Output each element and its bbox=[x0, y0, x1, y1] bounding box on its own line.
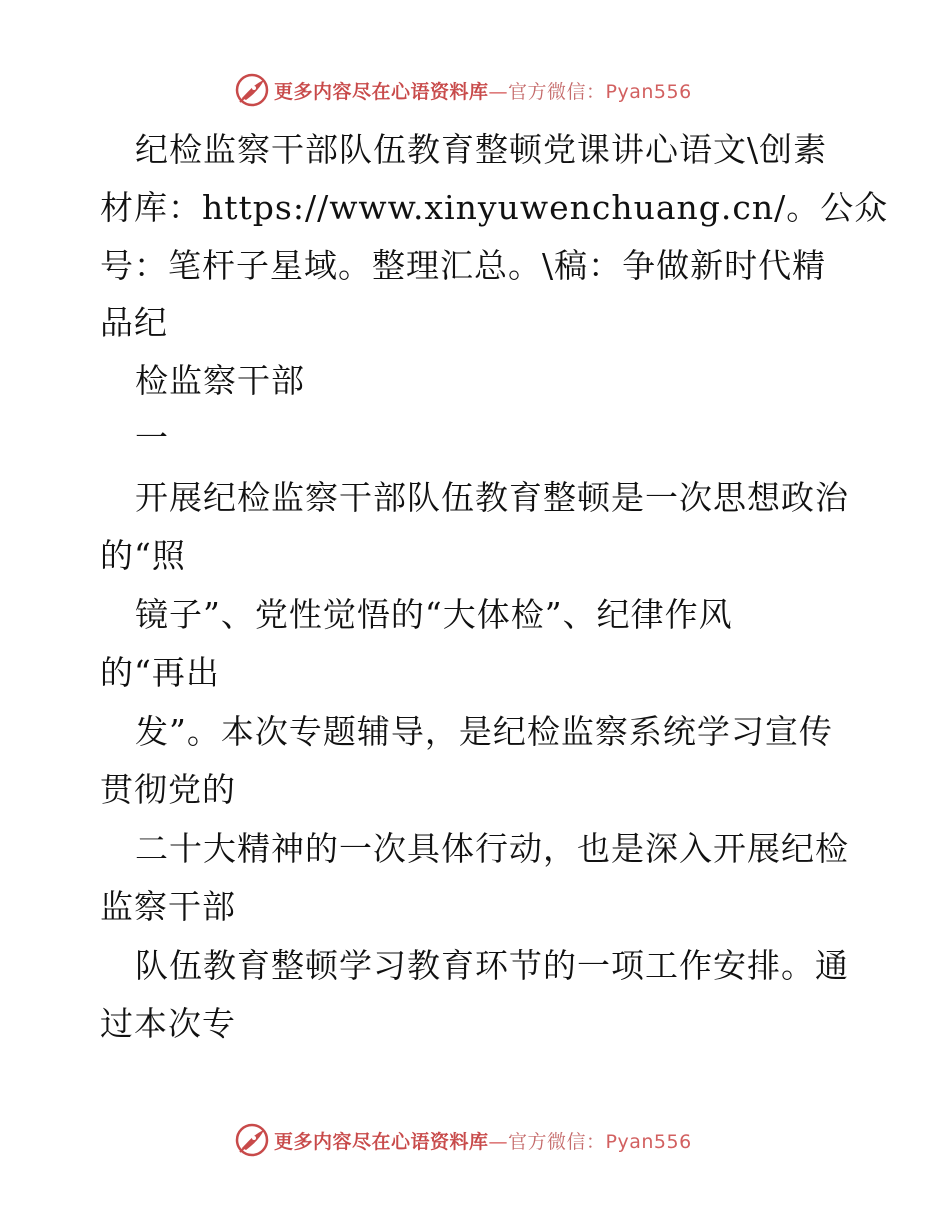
body-line-11: 发”。本次专题辅导，是纪检监察系统学习宣传 bbox=[135, 712, 833, 751]
banner-wechat-id: Pyan556 bbox=[605, 80, 692, 103]
body-line-1: 纪检监察干部队伍教育整顿党课讲心语文\创素 bbox=[135, 130, 828, 169]
body-line-9: 镜子”、党性觉悟的“大体检”、纪律作风 bbox=[135, 595, 733, 634]
body-line-2: 材库：https://www.xinyuwenchuang.cn/。公众 bbox=[100, 188, 889, 227]
body-line-8: 的“照 bbox=[100, 536, 186, 575]
footer-banner bbox=[234, 1122, 692, 1158]
banner-slogan: 更多内容尽在心语资料库 bbox=[274, 80, 489, 103]
body-line-5: 检监察干部 bbox=[135, 361, 305, 400]
banner-wechat-id: Pyan556 bbox=[605, 1130, 692, 1153]
body-line-4: 品纪 bbox=[100, 303, 168, 342]
body-line-15: 队伍教育整顿学习教育环节的一项工作安排。通 bbox=[135, 946, 849, 985]
body-line-10: 的“再出 bbox=[100, 653, 220, 692]
banner-dash: — bbox=[488, 80, 509, 103]
body-line-6: 一 bbox=[135, 418, 169, 457]
body-line-16: 过本次专 bbox=[100, 1004, 236, 1043]
body-line-3: 号：笔杆子星域。整理汇总。\稿：争做新时代精 bbox=[100, 246, 827, 285]
banner-text bbox=[274, 1127, 692, 1154]
body-line-14: 监察干部 bbox=[100, 887, 236, 926]
banner-dash: — bbox=[488, 1130, 509, 1153]
body-line-7: 开展纪检监察干部队伍教育整顿是一次思想政治 bbox=[135, 478, 849, 517]
banner-wechat-label: 官方微信： bbox=[508, 1130, 606, 1153]
banner-wechat-label: 官方微信： bbox=[508, 80, 606, 103]
body-line-13: 二十大精神的一次具体行动，也是深入开展纪检 bbox=[135, 829, 849, 868]
body-line-12: 贯彻党的 bbox=[100, 770, 236, 809]
pen-nib-logo-icon bbox=[234, 1122, 270, 1158]
banner-slogan: 更多内容尽在心语资料库 bbox=[274, 1130, 489, 1153]
